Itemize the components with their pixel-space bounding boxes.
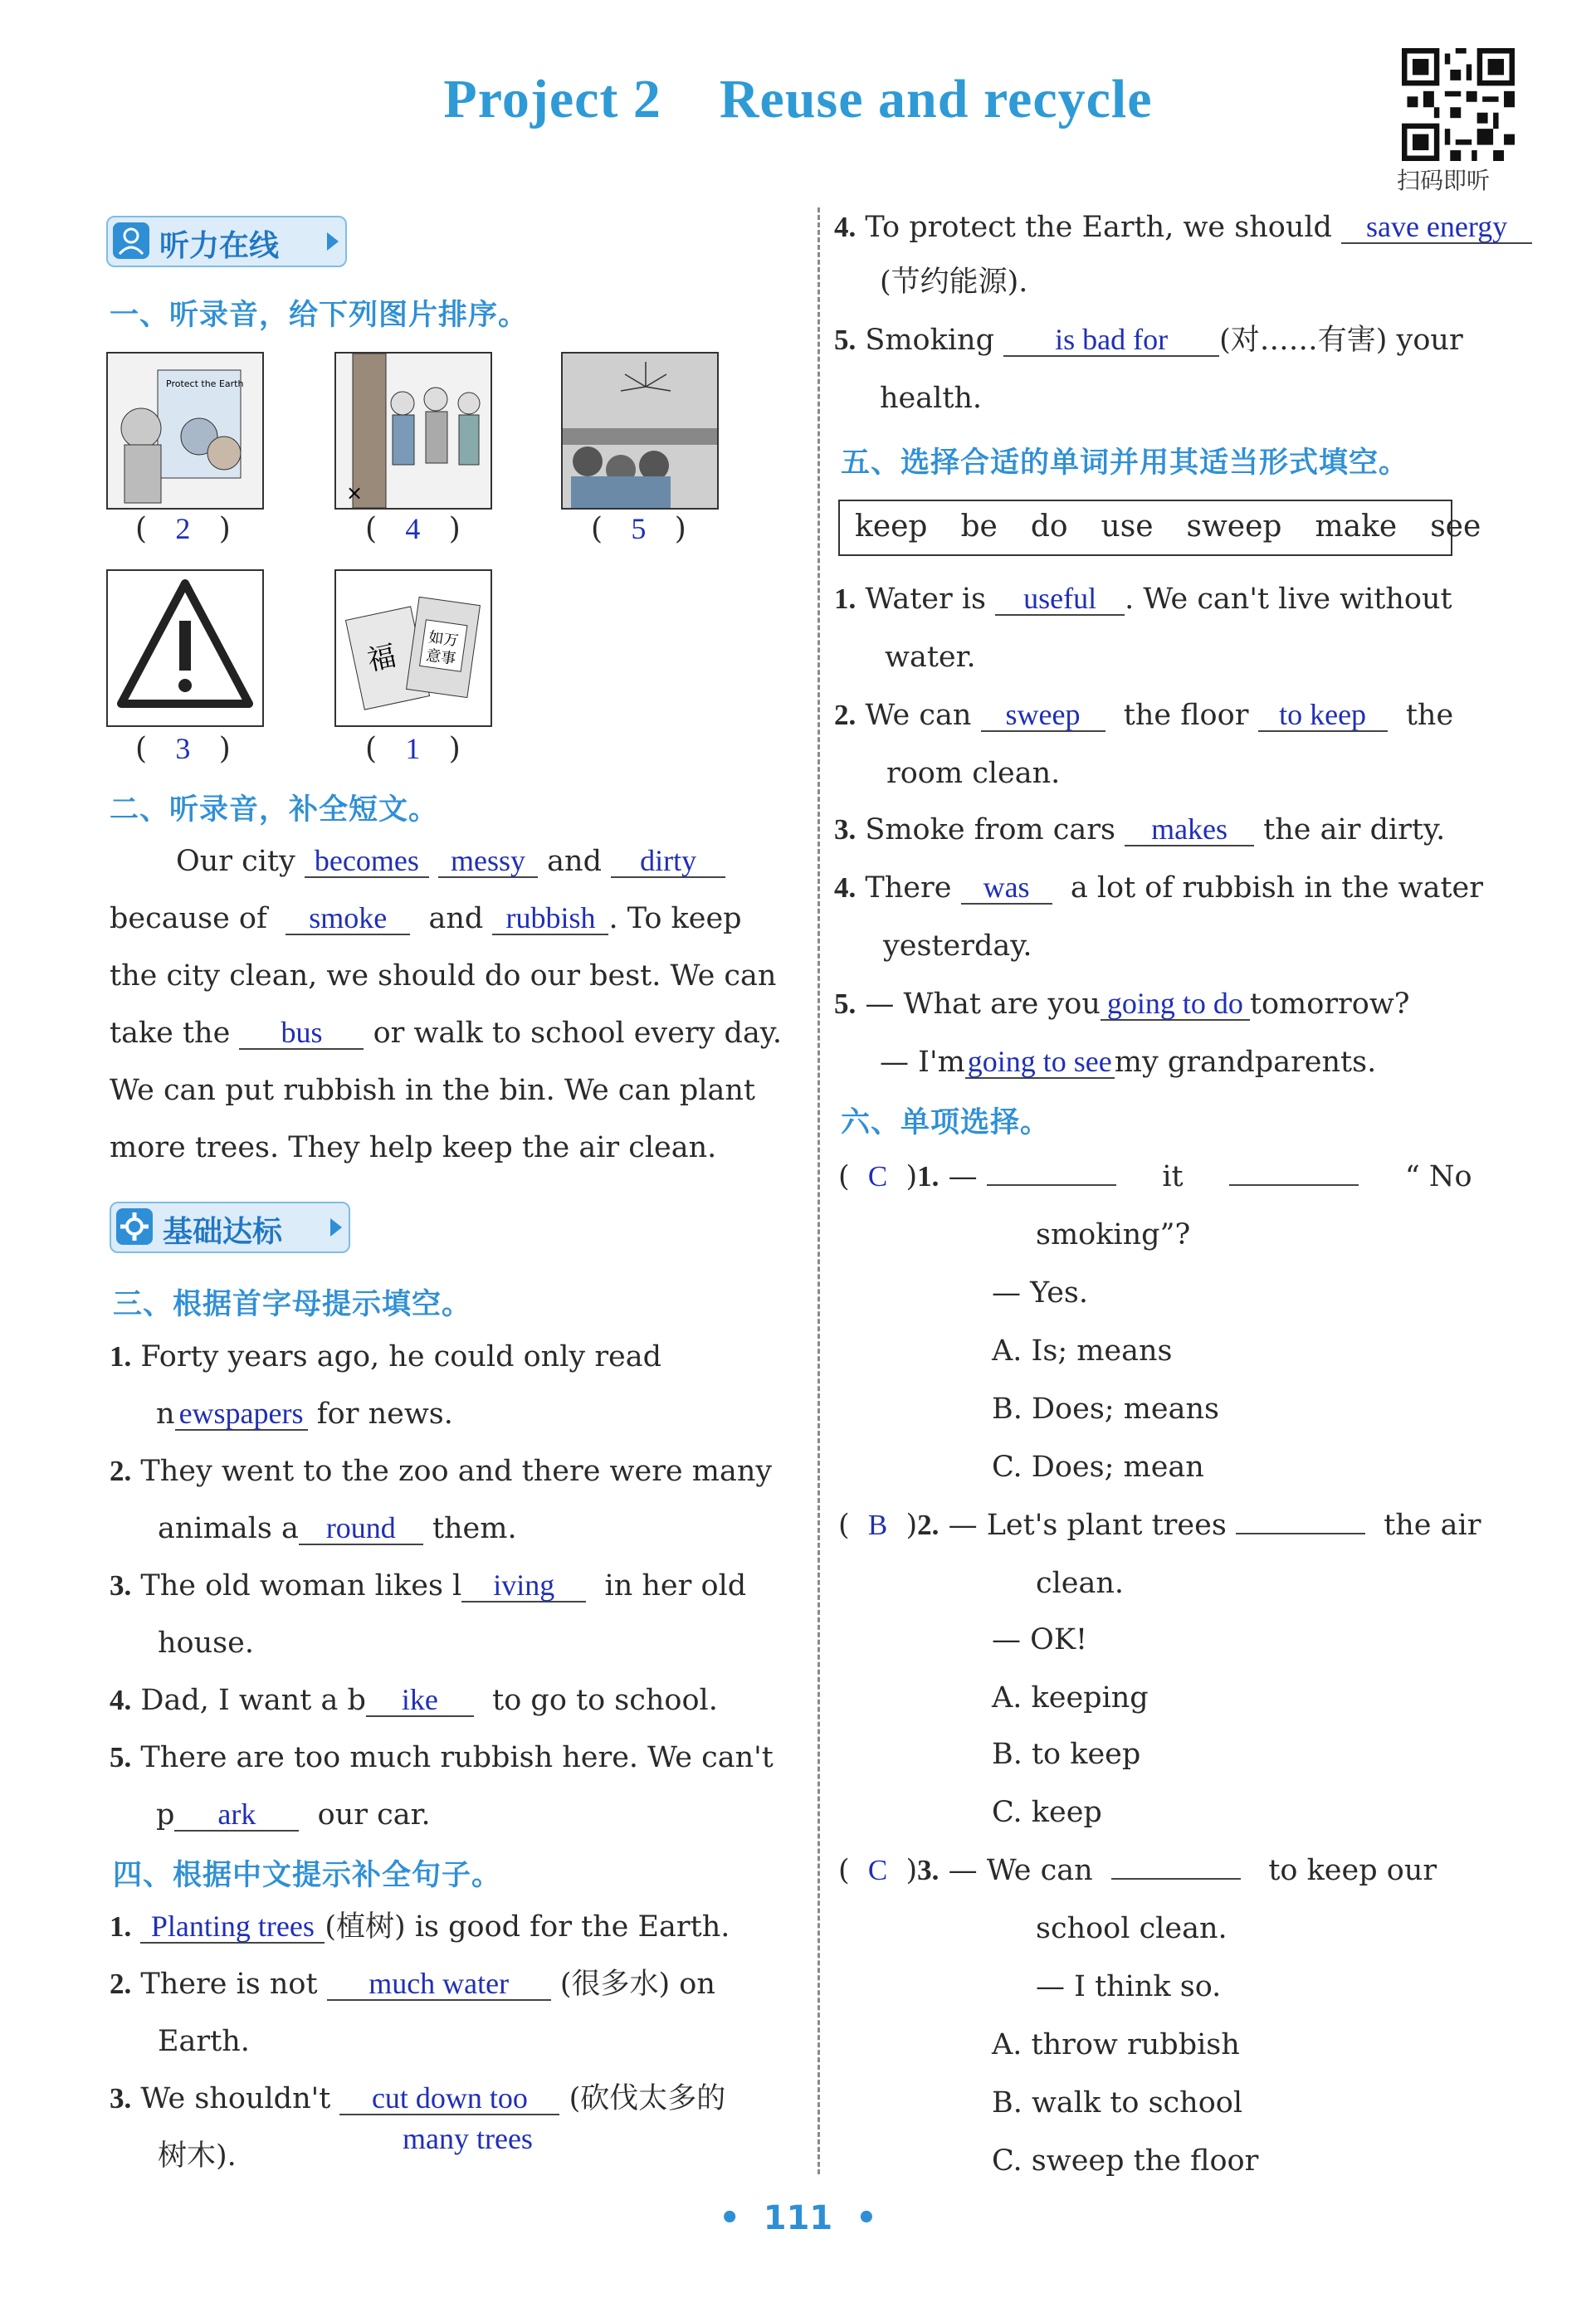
q3-item-3-cont: house. bbox=[158, 1627, 254, 1660]
q6-item-1-reply: — Yes. bbox=[992, 1276, 1088, 1310]
section-badge-listening: 听力在线 bbox=[106, 216, 347, 267]
q6-item-3-q: school clean. bbox=[1036, 1912, 1228, 1945]
q5-heading: 五、选择合适的单词并用其适当形式填空。 bbox=[841, 446, 1409, 480]
q2-line-4: take the bus or walk to school every day. bbox=[110, 1016, 783, 1050]
page-title: Project 2 Reuse and recycle bbox=[443, 69, 1153, 129]
q6-item-2-opt-b[interactable]: B. to keep bbox=[992, 1738, 1141, 1771]
q5-item-5: 5. — What are you going to do tomorrow? bbox=[834, 987, 1410, 1021]
svg-text:如万: 如万 bbox=[427, 628, 460, 651]
q3-item-1-cont: n ewspapers for news. bbox=[156, 1397, 453, 1431]
answer-pic-4: ( 3 ) bbox=[135, 732, 231, 766]
picture-warning-sign bbox=[106, 569, 264, 727]
q2-line-6: more trees. They help keep the air clean. bbox=[110, 1131, 717, 1164]
q4-item-3-cont: 树木). bbox=[158, 2139, 237, 2173]
q4-item-2: 2. There is not much water (很多水) on bbox=[110, 1967, 715, 2001]
q3-item-5: 5. There are too much rubbish here. We can't bbox=[110, 1741, 774, 1774]
qr-caption: 扫码即听 bbox=[1397, 167, 1491, 194]
q4-item-2-cont: Earth. bbox=[158, 2025, 250, 2058]
picture-cutting-tree bbox=[334, 352, 492, 510]
q6-item-1-opt-b[interactable]: B. Does; means bbox=[992, 1393, 1219, 1426]
q4-item-5-cont: health. bbox=[880, 382, 983, 415]
q6-item-2-q: clean. bbox=[1036, 1567, 1125, 1600]
word-option: make bbox=[1315, 510, 1398, 544]
answer-pic-2: ( 4 ) bbox=[365, 512, 461, 546]
q5-item-2-cont: room clean. bbox=[886, 757, 1061, 790]
q6-item-2-reply: — OK! bbox=[992, 1623, 1088, 1656]
q6-item-3-opt-c[interactable]: C. sweep the floor bbox=[992, 2144, 1259, 2178]
svg-text:福: 福 bbox=[364, 639, 399, 678]
q5-item-5-reply: — I'mgoing to seemy grandparents. bbox=[880, 1045, 1377, 1079]
q2-line-1: Our city becomes messy and dirty bbox=[176, 843, 725, 880]
svg-text:Protect the Earth: Protect the Earth bbox=[166, 378, 244, 389]
q2-heading: 二、听录音，补全短文。 bbox=[110, 793, 439, 827]
q3-item-3: 3. The old woman likes l iving in her old bbox=[110, 1568, 747, 1602]
picture-fireworks bbox=[561, 352, 719, 510]
chevron-right-icon bbox=[330, 1218, 342, 1237]
page-number: • 111 • bbox=[719, 2199, 877, 2237]
q5-item-3: 3. Smoke from cars makes the air dirty. bbox=[834, 812, 1446, 846]
qr-code-icon[interactable] bbox=[1401, 48, 1515, 161]
word-option: see bbox=[1430, 510, 1481, 544]
answer-pic-5: ( 1 ) bbox=[365, 732, 461, 766]
q4-item-5: 5. Smoking is bad for (对……有害) your bbox=[834, 323, 1463, 357]
q5-item-4-cont: yesterday. bbox=[883, 929, 1032, 963]
word-box bbox=[838, 500, 1481, 556]
chevron-right-icon bbox=[327, 232, 339, 251]
column-divider bbox=[818, 207, 820, 2174]
q1-heading: 一、听录音，给下列图片排序。 bbox=[110, 299, 529, 332]
q6-heading: 六、单项选择。 bbox=[841, 1106, 1051, 1139]
q6-item-2-opt-a[interactable]: A. keeping bbox=[992, 1681, 1149, 1715]
word-option: do bbox=[1030, 510, 1068, 544]
q4-item-4-cont: (节约能源). bbox=[880, 266, 1028, 299]
q6-item-1-q: smoking”? bbox=[1036, 1218, 1191, 1251]
word-option: sweep bbox=[1186, 510, 1282, 544]
gear-icon bbox=[116, 1208, 153, 1245]
q4-item-3-ans2[interactable]: many trees bbox=[403, 2122, 533, 2155]
listener-icon bbox=[113, 222, 149, 259]
q6-item-3-opt-a[interactable]: A. throw rubbish bbox=[992, 2028, 1240, 2061]
q4-item-4: 4. To protect the Earth, we should save energy bbox=[834, 209, 1532, 246]
q3-item-1: 1. Forty years ago, he could only read bbox=[110, 1340, 662, 1373]
q6-item-3-reply: — I think so. bbox=[1036, 1970, 1222, 2003]
q3-item-2-cont: animals a round them. bbox=[158, 1511, 517, 1545]
q3-item-4: 4. Dad, I want a b ike to go to school. bbox=[110, 1683, 718, 1717]
q4-heading: 四、根据中文提示补全句子。 bbox=[113, 1859, 502, 1892]
q6-item-1-opt-a[interactable]: A. Is; means bbox=[992, 1334, 1173, 1368]
q6-item-1: ( C )1. — it “ No bbox=[838, 1160, 1472, 1193]
svg-text:意事: 意事 bbox=[424, 646, 457, 669]
word-option: be bbox=[960, 510, 998, 544]
picture-red-envelopes bbox=[334, 569, 492, 727]
q5-item-1-cont: water. bbox=[885, 641, 976, 674]
q2-line-2: because of smoke and rubbish . To keep bbox=[110, 901, 742, 935]
q2-line-3: the city clean, we should do our best. We can bbox=[110, 959, 777, 993]
q5-item-1: 1. Water is useful . We can't live without bbox=[834, 582, 1452, 616]
q6-item-3-opt-b[interactable]: B. walk to school bbox=[992, 2086, 1243, 2120]
q2-line-5: We can put rubbish in the bin. We can plant bbox=[110, 1074, 755, 1107]
q4-item-3: 3. We shouldn't cut down too (砍伐太多的 bbox=[110, 2081, 726, 2115]
q3-item-2: 2. They went to the zoo and there were many bbox=[110, 1455, 773, 1488]
q6-item-2-opt-c[interactable]: C. keep bbox=[992, 1796, 1102, 1829]
q3-item-5-cont: p ark our car. bbox=[156, 1798, 431, 1832]
q3-heading: 三、根据首字母提示填空。 bbox=[113, 1288, 472, 1321]
word-option: keep bbox=[855, 510, 928, 544]
q5-item-2: 2. We can sweep the floor to keep the bbox=[834, 698, 1454, 732]
answer-pic-1: ( 2 ) bbox=[135, 512, 231, 546]
picture-poster bbox=[106, 352, 264, 510]
word-option: use bbox=[1101, 510, 1154, 544]
q6-item-2: ( B )2. — Let's plant trees the air bbox=[838, 1509, 1481, 1542]
q6-item-1-opt-c[interactable]: C. Does; mean bbox=[992, 1451, 1204, 1484]
section-badge-basic: 基础达标 bbox=[110, 1202, 350, 1253]
q6-item-3: ( C )3. — We can to keep our bbox=[838, 1854, 1437, 1887]
svg-text:×: × bbox=[346, 481, 364, 505]
answer-pic-3: ( 5 ) bbox=[591, 512, 686, 546]
q5-item-4: 4. There was a lot of rubbish in the water bbox=[834, 871, 1483, 905]
q4-item-1: 1. Planting trees (植树) is good for the Earth. bbox=[110, 1910, 730, 1944]
